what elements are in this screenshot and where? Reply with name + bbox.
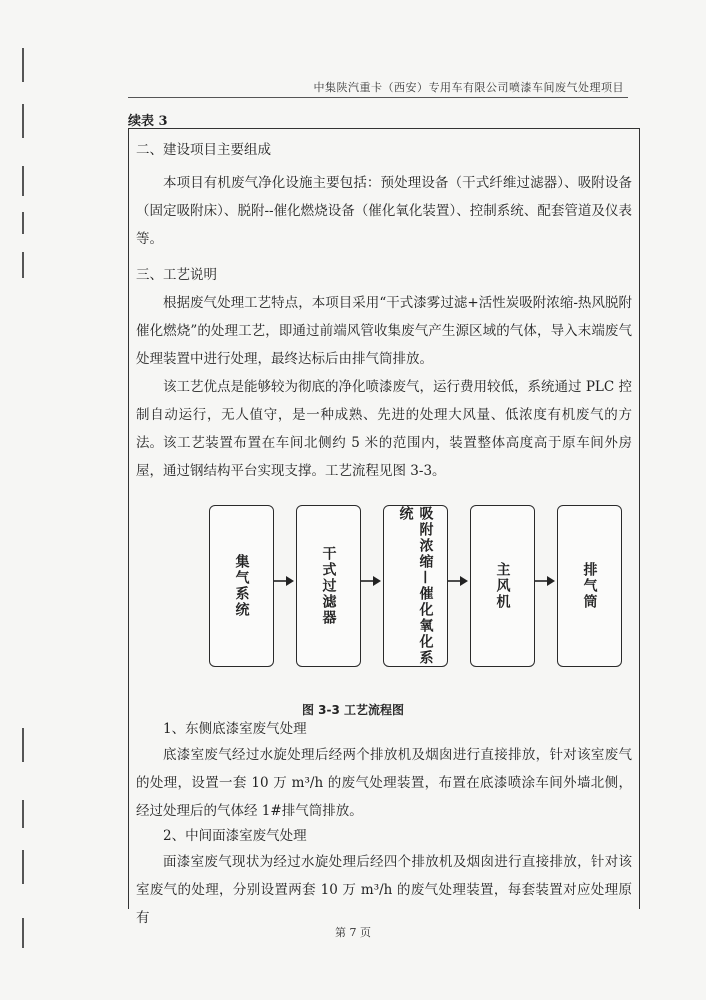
binder-mark <box>22 212 24 234</box>
flow-box-label: 吸附浓缩—催化氧化系统 <box>397 506 434 666</box>
table-continued-label: 续表 3 <box>128 114 168 129</box>
paragraph-middle-topcoat: 面漆室废气现状为经过水旋处理后经四个排放机及烟囱进行直接排放，针对该室废气的处理，分别设置两套 10 万 m³/h 的废气处理装置，每套装置对应处理原有 <box>136 854 632 926</box>
figure-caption: 图 3-3 工艺流程图 <box>301 703 405 717</box>
header-rule <box>128 97 628 98</box>
flow-box-gas-collection <box>209 505 274 667</box>
binder-mark <box>22 48 24 82</box>
section-title-process: 三、工艺说明 <box>136 267 217 283</box>
subsection-title-middle-topcoat: 2、中间面漆室废气处理 <box>163 828 307 844</box>
flow-arrow-icon <box>361 574 381 588</box>
running-header: 中集陕汽重卡（西安）专用车有限公司喷漆车间废气处理项目 <box>313 81 624 94</box>
binder-mark <box>22 800 24 828</box>
flow-box-label: 主风机 <box>494 562 511 610</box>
binder-mark <box>22 850 24 884</box>
page-number: 第 7 页 <box>335 926 371 939</box>
paragraph-process-3: 该工艺装置布置在车间北侧约 5 米的范围内，装置整体高度高于原车间外房屋，通过钢结构平台实现支撑。工艺流程见图 3-3。 <box>136 435 632 479</box>
flow-box-main-fan <box>470 505 535 667</box>
subsection-title-east-primer: 1、东侧底漆室废气处理 <box>163 721 307 737</box>
section-title-composition: 二、建设项目主要组成 <box>136 142 271 158</box>
flow-box-label: 干式过滤器 <box>320 546 337 626</box>
binder-mark <box>22 104 24 138</box>
flow-box-label: 排气筒 <box>581 562 598 610</box>
binder-mark <box>22 166 24 196</box>
flow-arrow-icon <box>448 574 468 588</box>
flow-arrow-icon <box>274 574 294 588</box>
paragraph-east-primer: 底漆室废气经过水旋处理后经两个排放机及烟囱进行直接排放，针对该室废气的处理，设置一套 10 万 m³/h 的废气处理装置，布置在底漆喷涂车间外墙北侧，经过处理后的气体经 1#排气筒排放。 <box>136 747 632 819</box>
flow-box-adsorption-catalytic <box>383 505 448 667</box>
flow-box-exhaust-stack <box>557 505 622 667</box>
paragraph-process-1: 根据废气处理工艺特点，本项目采用“干式漆雾过滤+活性炭吸附浓缩-热风脱附催化燃烧”的处理工艺，即通过前端风管收集废气产生源区域的气体，导入末端废气处理装置中进行处理，最终达标后由排气筒排放。 <box>136 295 632 367</box>
binder-mark <box>22 728 24 762</box>
flow-box-label: 集气系统 <box>233 554 250 618</box>
flow-box-dry-filter <box>296 505 361 667</box>
paragraph-composition: 本项目有机废气净化设施主要包括：预处理设备（干式纤维过滤器）、吸附设备（固定吸附床）、脱附--催化燃烧设备（催化氧化装置）、控制系统、配套管道及仪表等。 <box>136 175 632 247</box>
flow-arrow-icon <box>535 574 555 588</box>
paragraph-process-2: 该工艺优点是能够较为彻底的净化喷漆废气，运行费用较低，系统通过 PLC 控制自动运行，无人值守，是一种成熟、先进的处理大风量、低浓度有机废气的方法。 <box>136 379 632 451</box>
binder-mark <box>22 252 24 278</box>
